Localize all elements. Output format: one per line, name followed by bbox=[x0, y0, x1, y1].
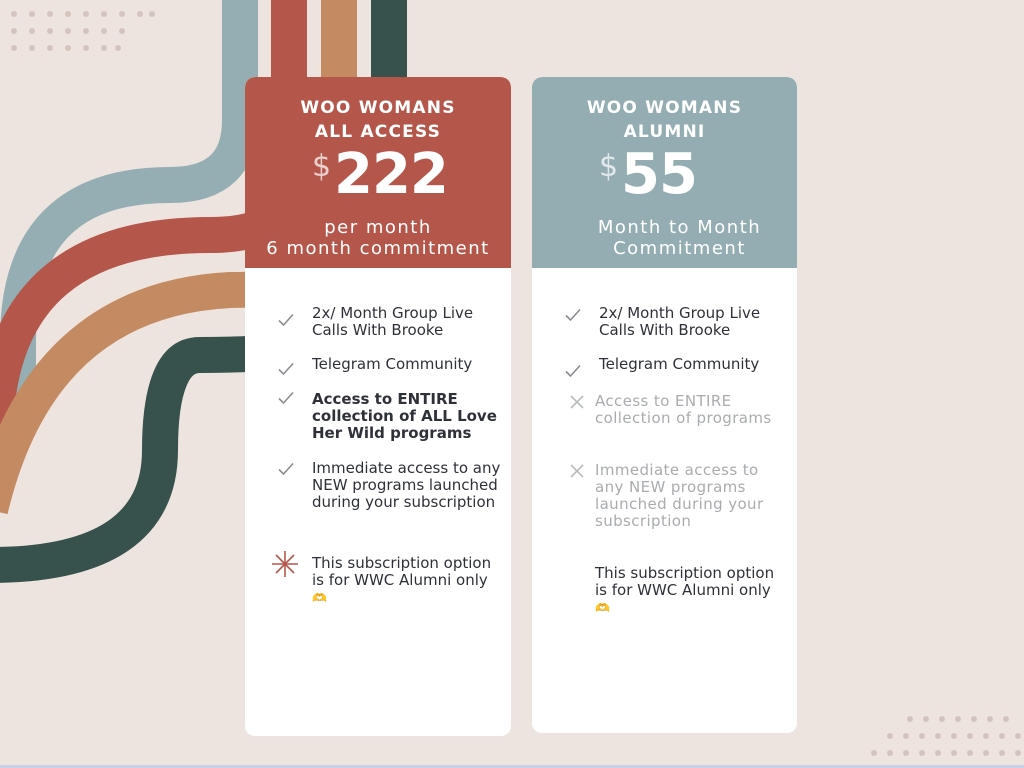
plan-title-line-1: WOO WOMANS bbox=[300, 98, 456, 118]
plan-title bbox=[245, 96, 511, 144]
plan-title bbox=[532, 96, 797, 144]
feature-item bbox=[312, 391, 502, 442]
check-icon bbox=[277, 460, 295, 478]
heart-hands-icon: 🫶 bbox=[312, 591, 327, 605]
feature-text: Immediate access to any NEW programs launched during your subscription bbox=[312, 459, 501, 511]
feature-text: Access to ENTIRE collection of programs bbox=[595, 392, 772, 427]
plan-title-line-1: WOO WOMANS bbox=[586, 98, 743, 118]
plan-terms-line-2: 6 month commitment bbox=[266, 238, 490, 259]
plan-card-all-access bbox=[245, 77, 511, 736]
feature-text: Access to ENTIRE collection of ALL Love Her Wild programs bbox=[312, 390, 497, 442]
feature-item bbox=[312, 305, 502, 339]
plan-terms-line-2: Commitment bbox=[613, 238, 746, 259]
feature-text: This subscription option is for WWC Alumni only bbox=[595, 564, 775, 599]
feature-text: 2x/ Month Group Live Calls With Brooke bbox=[312, 304, 474, 339]
feature-item bbox=[599, 356, 784, 373]
feature-item bbox=[312, 460, 502, 511]
plan-title-line-2: ALL ACCESS bbox=[314, 122, 442, 142]
dot-pattern-top-left bbox=[11, 11, 155, 51]
plan-terms-line-1: Month to Month bbox=[597, 217, 762, 238]
cross-icon bbox=[568, 393, 586, 411]
currency-symbol: $ bbox=[312, 149, 332, 184]
price-amount: 222 bbox=[334, 142, 448, 207]
plan-terms bbox=[552, 217, 797, 259]
feature-text: Immediate access to any NEW programs launched during your subscription bbox=[595, 461, 764, 530]
feature-item-unavailable bbox=[595, 393, 780, 427]
check-icon bbox=[277, 360, 295, 378]
plan-terms-line-1: per month bbox=[324, 217, 432, 238]
feature-item bbox=[595, 565, 780, 617]
plan-title-line-2: ALUMNI bbox=[623, 122, 706, 142]
check-icon bbox=[564, 306, 582, 324]
cross-icon bbox=[568, 462, 586, 480]
plan-header bbox=[245, 77, 511, 268]
feature-text: 2x/ Month Group Live Calls With Brooke bbox=[599, 304, 761, 339]
feature-item-unavailable bbox=[595, 462, 780, 530]
check-icon bbox=[277, 311, 295, 329]
feature-text: This subscription option is for WWC Alumni only bbox=[312, 554, 492, 589]
feature-text: Telegram Community bbox=[599, 355, 760, 373]
currency-symbol: $ bbox=[599, 149, 619, 184]
feature-item bbox=[599, 305, 784, 339]
heart-hands-icon: 🫶 bbox=[595, 601, 610, 615]
check-icon bbox=[277, 389, 295, 407]
price-amount: 55 bbox=[621, 142, 697, 207]
plan-terms bbox=[245, 217, 511, 259]
feature-item bbox=[312, 356, 502, 373]
feature-item bbox=[312, 555, 502, 607]
check-icon bbox=[564, 362, 582, 380]
asterisk-icon bbox=[270, 549, 300, 579]
plan-header bbox=[532, 77, 797, 268]
feature-text: Telegram Community bbox=[312, 355, 473, 373]
dot-pattern-bottom-right bbox=[871, 716, 1021, 756]
plan-card-alumni bbox=[532, 77, 797, 733]
